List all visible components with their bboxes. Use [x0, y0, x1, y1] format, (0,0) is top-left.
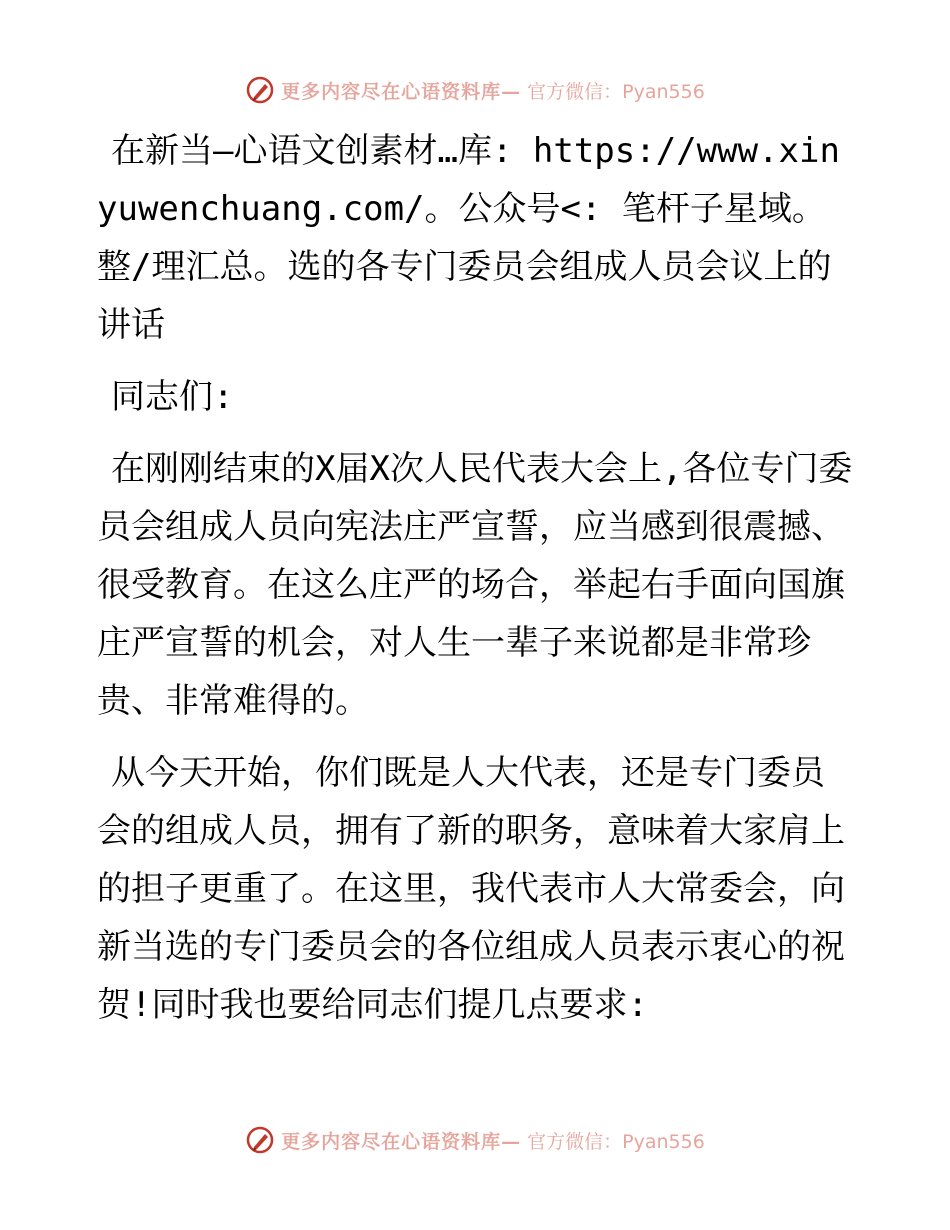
paragraph-salutation: 同志们:: [111, 377, 234, 417]
banner-text: 更多内容尽在心语资料库—: [281, 1130, 522, 1153]
paragraph-title: 在新当—心语文创素材…库: https://www.xinyuwenchuang.com/。公众号<: 笔杆子星域。整/理汇总。选的各专门委员会组成人员会议上的讲话: [97, 131, 840, 345]
header-banner: [0, 70, 950, 110]
paragraph-body-2: 从今天开始，你们既是人大代表，还是专门委员会的组成人员，拥有了新的职务，意味着大家肩上的担子更重了。在这里，我代表市人大常委会，向新当选的专门委员会的各位组成人员表示衷心的祝贺!同时我也要给同志们提几点要求:: [97, 753, 845, 1025]
paragraph-body-1: 在刚刚结束的X届X次人民代表大会上,各位专门委员会组成人员向宪法庄严宣誓，应当感到很震撼、很受教育。在这么庄严的场合，举起右手面向国旗庄严宣誓的机会，对人生一辈子来说都是非常珍贵、非常难得的。: [97, 449, 853, 721]
pen-logo-icon: [245, 75, 275, 105]
banner-text: 更多内容尽在心语资料库—: [281, 80, 522, 103]
banner-wechat: 官方微信：Pyan556: [527, 1130, 705, 1153]
banner-wechat: 官方微信：Pyan556: [527, 80, 705, 103]
pen-logo-icon: [245, 1125, 275, 1155]
footer-banner: [0, 1120, 950, 1160]
document-body: [97, 122, 857, 1048]
